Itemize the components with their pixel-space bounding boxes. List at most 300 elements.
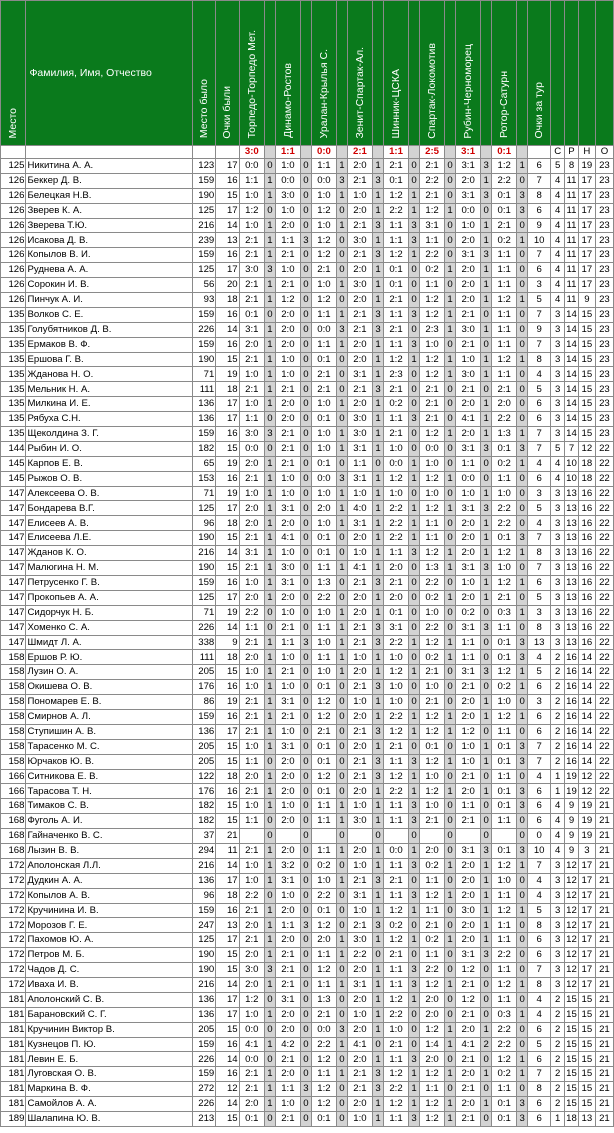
cell-match-points: 3 (409, 218, 420, 233)
cell-stat: 3 (551, 531, 565, 546)
cell-match-points: 1 (337, 933, 348, 948)
cell-stat: 2 (551, 724, 565, 739)
cell-prediction: 2:0 (275, 814, 300, 829)
cell-points-were: 14 (216, 858, 239, 873)
cell-tour-points: 7 (527, 858, 550, 873)
cell-match-points: 0 (301, 352, 312, 367)
cell-match-points: 0 (481, 203, 492, 218)
cell-tour-points: 9 (527, 322, 550, 337)
cell-prediction: 2:0 (455, 590, 480, 605)
cell-prediction: 1:0 (275, 650, 300, 665)
cell-prediction: 1:0 (455, 486, 480, 501)
cell-match-points: 1 (517, 1052, 528, 1067)
cell-match-points: 1 (445, 352, 456, 367)
cell-match-points: 0 (337, 456, 348, 471)
table-row (1, 873, 614, 888)
cell-prediction: 1:0 (455, 218, 480, 233)
cell-points-were: 18 (216, 293, 239, 308)
cell-prediction: 0:2 (311, 858, 336, 873)
cell-place: 135 (1, 382, 26, 397)
cell-match-points: 1 (373, 843, 384, 858)
cell-place: 126 (1, 293, 26, 308)
cell-match-points: 0 (265, 1112, 276, 1127)
cell-stat: 13 (565, 516, 579, 531)
cell-prediction: 1:1 (491, 769, 516, 784)
cell-place: 172 (1, 948, 26, 963)
cell-match-points: 1 (373, 486, 384, 501)
cell-match-points: 0 (481, 307, 492, 322)
cell-match-points: 3 (373, 873, 384, 888)
cell-stat: 4 (551, 843, 565, 858)
cell-match-points: 0 (517, 382, 528, 397)
cell-match-points: 1 (481, 173, 492, 188)
cell-prediction: 1:0 (347, 903, 372, 918)
cell-place-was: 159 (192, 575, 215, 590)
cell-stat: 15 (578, 382, 595, 397)
cell-match-points: 0 (373, 829, 384, 844)
cell-prediction: 2:0 (239, 948, 264, 963)
cell-prediction: 3:0 (347, 427, 372, 442)
cell-stat: 16 (565, 739, 579, 754)
cell-match-points: 1 (337, 516, 348, 531)
cell-match-points: 3 (481, 843, 492, 858)
header-gap (551, 1, 565, 146)
cell-prediction: 1:1 (275, 233, 300, 248)
cell-match-points: 3 (409, 963, 420, 978)
cell-place-was: 176 (192, 680, 215, 695)
cell-match-points: 0 (409, 680, 420, 695)
cell-tour-points: 7 (527, 337, 550, 352)
cell-stat: 14 (565, 367, 579, 382)
cell-stat: 23 (595, 427, 613, 442)
cell-prediction: 0:2 (419, 590, 444, 605)
cell-name: Мельник Н. А. (26, 382, 193, 397)
cell-prediction: 1:1 (383, 888, 408, 903)
cell-tour-points: 4 (527, 769, 550, 784)
cell-stat: 16 (578, 516, 595, 531)
cell-match-points: 1 (481, 903, 492, 918)
cell-match-points: 1 (445, 501, 456, 516)
cell-prediction: 3:1 (347, 977, 372, 992)
cell-prediction: 2:0 (239, 918, 264, 933)
cell-tour-points: 6 (527, 814, 550, 829)
table-row (1, 635, 614, 650)
cell-match-points: 0 (409, 575, 420, 590)
cell-prediction: 1:1 (275, 1082, 300, 1097)
cell-prediction: 2:1 (383, 873, 408, 888)
cell-match-points: 1 (265, 531, 276, 546)
cell-prediction: 3:1 (455, 620, 480, 635)
cell-match-points: 0 (301, 873, 312, 888)
cell-stat: 4 (551, 233, 565, 248)
cell-prediction: 1:1 (311, 948, 336, 963)
cell-match-points: 3 (409, 799, 420, 814)
cell-prediction: 3:1 (455, 159, 480, 174)
cell-prediction: 2:1 (455, 814, 480, 829)
cell-match-points: 1 (517, 977, 528, 992)
cell-prediction: 1:0 (347, 188, 372, 203)
cell-place: 125 (1, 159, 26, 174)
cell-prediction: 2:1 (239, 352, 264, 367)
cell-points-were: 18 (216, 888, 239, 903)
cell-prediction: 1:2 (311, 709, 336, 724)
cell-place-was: 182 (192, 814, 215, 829)
stat-label: Н (578, 146, 595, 159)
cell-match-points: 0 (301, 248, 312, 263)
cell-name: Дудкин А. А. (26, 873, 193, 888)
cell-match-points: 3 (517, 754, 528, 769)
cell-tour-points: 6 (527, 203, 550, 218)
cell-match-points: 1 (373, 992, 384, 1007)
cell-match-points: 1 (481, 352, 492, 367)
cell-stat: 3 (551, 516, 565, 531)
cell-prediction: 1:0 (275, 471, 300, 486)
cell-name: Маркина В. Ф. (26, 1082, 193, 1097)
cell-match-points: 3 (481, 948, 492, 963)
cell-points-were: 16 (216, 709, 239, 724)
cell-stat: 15 (578, 367, 595, 382)
cell-place: 147 (1, 635, 26, 650)
cell-match-points: 3 (481, 159, 492, 174)
cell-prediction: 1:1 (383, 233, 408, 248)
cell-match-points: 3 (517, 799, 528, 814)
cell-stat: 16 (578, 605, 595, 620)
cell-points-were: 17 (216, 263, 239, 278)
cell-prediction: 0:0 (239, 1052, 264, 1067)
cell-prediction: 1:3 (491, 427, 516, 442)
cell-prediction: 3:1 (455, 188, 480, 203)
cell-points-were: 17 (216, 501, 239, 516)
cell-stat: 15 (578, 337, 595, 352)
cell-match-points: 0 (445, 188, 456, 203)
cell-tour-points: 4 (527, 888, 550, 903)
header-tour-points: Очки за тур (527, 1, 550, 146)
cell-prediction: 1:0 (239, 218, 264, 233)
cell-prediction: 2:0 (347, 590, 372, 605)
cell-prediction: 2:1 (239, 471, 264, 486)
cell-match-points: 0 (301, 665, 312, 680)
table-row (1, 933, 614, 948)
cell-stat: 11 (565, 278, 579, 293)
cell-stat: 11 (565, 293, 579, 308)
cell-place-was: 226 (192, 1097, 215, 1112)
cell-stat: 3 (551, 382, 565, 397)
cell-place-was: 176 (192, 784, 215, 799)
cell-prediction: 2:0 (455, 233, 480, 248)
cell-points-were: 17 (216, 724, 239, 739)
cell-match-points: 3 (301, 918, 312, 933)
cell-place: 126 (1, 278, 26, 293)
cell-name: Гайначенко В. С. (26, 829, 193, 844)
cell-match-points: 0 (409, 427, 420, 442)
cell-prediction: 1:1 (491, 322, 516, 337)
cell-match-points: 0 (409, 948, 420, 963)
cell-stat: 15 (565, 1052, 579, 1067)
cell-match-points: 1 (373, 888, 384, 903)
cell-stat: 15 (578, 1007, 595, 1022)
cell-prediction: 2:0 (347, 665, 372, 680)
cell-prediction: 1:0 (239, 1007, 264, 1022)
cell-tour-points: 6 (527, 680, 550, 695)
cell-prediction: 1:1 (383, 546, 408, 561)
cell-prediction: 0:1 (383, 173, 408, 188)
cell-place-was: 159 (192, 1037, 215, 1052)
cell-prediction (455, 829, 480, 844)
cell-match-points: 0 (301, 322, 312, 337)
cell-tour-points: 7 (527, 427, 550, 442)
cell-prediction: 2:0 (455, 293, 480, 308)
cell-match-points: 0 (445, 918, 456, 933)
cell-prediction: 2:1 (347, 1067, 372, 1082)
cell-prediction: 2:1 (239, 903, 264, 918)
cell-stat: 8 (565, 159, 579, 174)
cell-stat: 16 (578, 561, 595, 576)
cell-stat: 3 (551, 397, 565, 412)
cell-place: 135 (1, 352, 26, 367)
cell-prediction: 1:1 (491, 263, 516, 278)
cell-match-points: 1 (517, 1007, 528, 1022)
cell-prediction: 1:2 (491, 293, 516, 308)
cell-match-points: 0 (517, 724, 528, 739)
stat-label: О (595, 146, 613, 159)
header-match-3: Уралан-Крылья С. (311, 1, 336, 146)
cell-stat: 4 (551, 203, 565, 218)
table-row (1, 263, 614, 278)
cell-stat: 10 (565, 456, 579, 471)
cell-prediction: 0:1 (491, 441, 516, 456)
cell-match-points: 1 (481, 486, 492, 501)
cell-stat: 21 (595, 829, 613, 844)
cell-prediction: 1:0 (239, 665, 264, 680)
cell-prediction: 2:0 (455, 173, 480, 188)
cell-match-points: 1 (445, 1037, 456, 1052)
cell-prediction: 2:1 (239, 1067, 264, 1082)
cell-match-points: 0 (337, 769, 348, 784)
cell-stat: 22 (595, 441, 613, 456)
cell-points-were: 15 (216, 352, 239, 367)
cell-match-points: 0 (337, 248, 348, 263)
cell-match-points: 0 (301, 977, 312, 992)
table-row (1, 858, 614, 873)
cell-points-were: 19 (216, 486, 239, 501)
cell-stat: 3 (551, 501, 565, 516)
cell-prediction: 2:0 (239, 590, 264, 605)
cell-prediction: 2:2 (419, 575, 444, 590)
cell-stat: 3 (551, 933, 565, 948)
cell-prediction: 1:1 (455, 799, 480, 814)
cell-stat: 3 (551, 948, 565, 963)
cell-match-points: 0 (301, 724, 312, 739)
cell-prediction: 2:0 (419, 843, 444, 858)
cell-prediction: 3:1 (347, 367, 372, 382)
cell-prediction: 2:0 (239, 337, 264, 352)
cell-prediction: 1:0 (239, 858, 264, 873)
cell-stat: 21 (595, 903, 613, 918)
cell-prediction: 1:0 (275, 159, 300, 174)
cell-points-were: 18 (216, 650, 239, 665)
cell-prediction: 2:0 (239, 650, 264, 665)
cell-prediction: 2:1 (455, 1007, 480, 1022)
cell-prediction: 3:0 (275, 188, 300, 203)
cell-stat: 15 (578, 352, 595, 367)
cell-prediction: 2:0 (311, 933, 336, 948)
cell-points-were: 14 (216, 977, 239, 992)
cell-match-points: 0 (301, 531, 312, 546)
cell-match-points: 0 (301, 992, 312, 1007)
cell-match-points: 0 (337, 382, 348, 397)
cell-points-were: 12 (216, 1082, 239, 1097)
cell-match-points: 0 (445, 278, 456, 293)
cell-match-points: 1 (265, 337, 276, 352)
cell-match-points: 1 (481, 427, 492, 442)
cell-name: Барановский С. Г. (26, 1007, 193, 1022)
cell-prediction: 3:1 (419, 218, 444, 233)
cell-prediction: 2:1 (419, 918, 444, 933)
cell-prediction: 0:1 (383, 278, 408, 293)
cell-prediction: 0:1 (311, 903, 336, 918)
cell-place: 158 (1, 754, 26, 769)
cell-prediction: 1:0 (347, 650, 372, 665)
cell-place-was: 125 (192, 933, 215, 948)
cell-prediction: 2:3 (419, 322, 444, 337)
cell-place-was: 226 (192, 322, 215, 337)
cell-name: Петрусенко Г. В. (26, 575, 193, 590)
cell-prediction: 2:2 (419, 173, 444, 188)
cell-prediction: 4:1 (455, 1037, 480, 1052)
cell-match-points: 0 (517, 322, 528, 337)
cell-match-points: 1 (517, 293, 528, 308)
cell-match-points: 1 (481, 858, 492, 873)
cell-match-points: 1 (481, 516, 492, 531)
stat-label: С (551, 146, 565, 159)
cell-prediction: 2:1 (239, 233, 264, 248)
cell-stat: 18 (578, 471, 595, 486)
cell-points-were: 15 (216, 754, 239, 769)
cell-stat: 3 (551, 918, 565, 933)
cell-stat: 23 (595, 382, 613, 397)
cell-prediction: 3:1 (455, 561, 480, 576)
cell-stat: 19 (565, 784, 579, 799)
cell-stat: 22 (595, 516, 613, 531)
cell-prediction: 1:1 (311, 337, 336, 352)
cell-prediction: 2:2 (347, 948, 372, 963)
cell-points-were: 13 (216, 918, 239, 933)
cell-match-points: 1 (265, 650, 276, 665)
cell-match-points: 0 (445, 218, 456, 233)
cell-prediction: 1:0 (383, 441, 408, 456)
cell-match-points: 1 (373, 903, 384, 918)
cell-prediction: 2:0 (275, 903, 300, 918)
cell-points-were: 17 (216, 397, 239, 412)
cell-match-points: 0 (445, 799, 456, 814)
cell-points-were: 15 (216, 948, 239, 963)
cell-stat: 17 (578, 933, 595, 948)
cell-prediction: 2:1 (419, 412, 444, 427)
cell-prediction: 1:1 (311, 620, 336, 635)
cell-prediction: 3:0 (455, 367, 480, 382)
cell-prediction: 1:1 (311, 977, 336, 992)
cell-match-points: 3 (265, 263, 276, 278)
cell-prediction: 2:0 (455, 516, 480, 531)
header-gap (373, 1, 384, 146)
cell-match-points: 0 (517, 263, 528, 278)
cell-prediction: 2:0 (455, 918, 480, 933)
cell-match-points: 1 (265, 278, 276, 293)
cell-match-points: 1 (481, 918, 492, 933)
cell-stat: 21 (595, 799, 613, 814)
cell-match-points: 0 (409, 441, 420, 456)
cell-prediction: 1:2 (383, 933, 408, 948)
cell-tour-points: 6 (527, 784, 550, 799)
cell-match-points: 1 (445, 888, 456, 903)
cell-match-points: 1 (481, 873, 492, 888)
cell-stat: 2 (551, 650, 565, 665)
cell-prediction: 0:0 (455, 203, 480, 218)
cell-prediction: 2:0 (275, 1007, 300, 1022)
cell-prediction: 1:1 (311, 307, 336, 322)
cell-match-points: 1 (409, 724, 420, 739)
cell-match-points: 1 (265, 561, 276, 576)
cell-match-points: 1 (445, 933, 456, 948)
cell-match-points: 1 (481, 695, 492, 710)
cell-prediction: 1:1 (491, 814, 516, 829)
cell-match-points: 0 (337, 352, 348, 367)
cell-prediction: 1:2 (311, 248, 336, 263)
cell-points-were: 19 (216, 695, 239, 710)
cell-prediction: 2:1 (455, 1082, 480, 1097)
cell-prediction: 1:1 (383, 1112, 408, 1127)
table-row (1, 531, 614, 546)
cell-stat: 3 (551, 367, 565, 382)
cell-prediction: 2:2 (239, 888, 264, 903)
cell-match-points: 0 (301, 888, 312, 903)
cell-prediction: 1:1 (491, 471, 516, 486)
cell-prediction: 2:1 (239, 709, 264, 724)
cell-prediction: 2:1 (275, 620, 300, 635)
cell-stat: 15 (578, 412, 595, 427)
cell-prediction: 2:0 (347, 709, 372, 724)
cell-match-points: 0 (481, 724, 492, 739)
cell-match-points: 1 (373, 203, 384, 218)
cell-prediction: 2:2 (383, 1082, 408, 1097)
cell-prediction: 2:0 (455, 531, 480, 546)
cell-match-points: 1 (373, 293, 384, 308)
cell-match-points: 1 (445, 203, 456, 218)
cell-match-points: 1 (373, 1007, 384, 1022)
cell-match-points: 3 (481, 441, 492, 456)
cell-prediction: 2:1 (419, 397, 444, 412)
cell-stat: 3 (551, 903, 565, 918)
cell-tour-points: 7 (527, 307, 550, 322)
cell-stat: 23 (595, 188, 613, 203)
cell-stat: 17 (578, 248, 595, 263)
cell-prediction: 2:1 (347, 918, 372, 933)
cell-tour-points: 8 (527, 1082, 550, 1097)
cell-place-was: 125 (192, 203, 215, 218)
cell-place: 189 (1, 1112, 26, 1127)
cell-prediction: 3:1 (239, 322, 264, 337)
cell-prediction: 1:2 (383, 1097, 408, 1112)
cell-prediction: 2:1 (455, 337, 480, 352)
cell-prediction: 1:2 (491, 159, 516, 174)
cell-prediction (491, 829, 516, 844)
cell-stat: 11 (565, 218, 579, 233)
cell-prediction: 2:0 (275, 412, 300, 427)
cell-match-points: 1 (445, 590, 456, 605)
cell-match-points: 0 (301, 620, 312, 635)
cell-prediction: 1:2 (419, 888, 444, 903)
cell-match-points: 0 (481, 1112, 492, 1127)
